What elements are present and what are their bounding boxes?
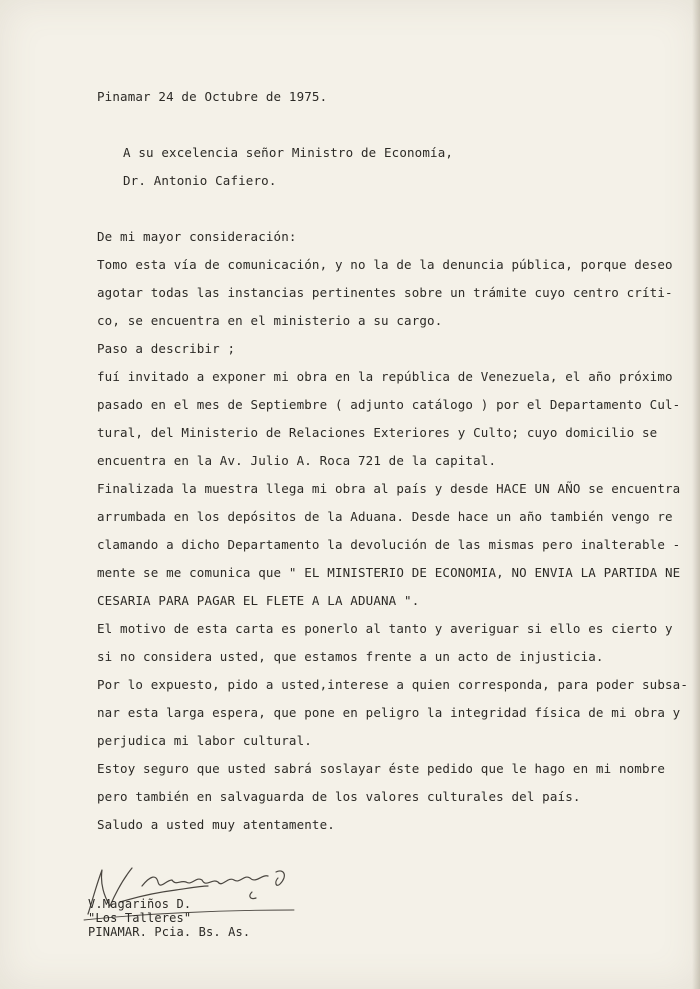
closing-line: Saludo a usted muy atentamente. <box>97 817 335 832</box>
body-line: si no considera usted, que estamos frente a un acto de injusticia. <box>97 649 604 664</box>
recipient-name: Dr. Antonio Cafiero. <box>123 173 277 188</box>
letter-date: Pinamar 24 de Octubre de 1975. <box>97 89 328 104</box>
body-line: arrumbada en los depósitos de la Aduana. Desde hace un año también vengo re <box>97 509 673 524</box>
signer-workshop: "Los Talleres" <box>88 911 192 925</box>
body-line: encuentra en la Av. Julio A. Roca 721 de la capital. <box>97 453 497 468</box>
body-line: Tomo esta vía de comunicación, y no la de la denuncia pública, porque deseo <box>97 257 673 272</box>
body-line: nar esta larga espera, que pone en peligro la integridad física de mi obra y <box>97 705 681 720</box>
body-line: mente se me comunica que " EL MINISTERIO DE ECONOMIA, NO ENVIA LA PARTIDA NE <box>97 565 681 580</box>
body-line: CESARIA PARA PAGAR EL FLETE A LA ADUANA ". <box>97 593 420 608</box>
body-line: fuí invitado a exponer mi obra en la república de Venezuela, el año próximo <box>97 369 673 384</box>
body-line: tural, del Ministerio de Relaciones Exteriores y Culto; cuyo domicilio se <box>97 425 658 440</box>
body-line: perjudica mi labor cultural. <box>97 733 312 748</box>
paper-edge-shadow <box>692 0 700 989</box>
body-line: Estoy seguro que usted sabrá soslayar éste pedido que le hago en mi nombre <box>97 761 665 776</box>
body-line: clamando a dicho Departamento la devolución de las mismas pero inalterable - <box>97 537 681 552</box>
body-line: Finalizada la muestra llega mi obra al país y desde HACE UN AÑO se encuentra <box>97 481 681 496</box>
signer-name: V.Magariños D. <box>88 897 192 911</box>
body-line: Paso a describir ; <box>97 341 236 356</box>
body-line: El motivo de esta carta es ponerlo al tanto y averiguar si ello es cierto y <box>97 621 673 636</box>
signer-location: PINAMAR. Pcia. Bs. As. <box>88 925 251 939</box>
body-line: co, se encuentra en el ministerio a su cargo. <box>97 313 443 328</box>
body-line: Por lo expuesto, pido a usted,interese a quien corresponda, para poder subsa- <box>97 677 689 692</box>
body-line: agotar todas las instancias pertinentes sobre un trámite cuyo centro críti- <box>97 285 673 300</box>
body-line: pasado en el mes de Septiembre ( adjunto catálogo ) por el Departamento Cul- <box>97 397 681 412</box>
body-line: pero también en salvaguarda de los valores culturales del país. <box>97 789 581 804</box>
salutation: De mi mayor consideración: <box>97 229 297 244</box>
recipient-title: A su excelencia señor Ministro de Economía, <box>123 145 454 160</box>
